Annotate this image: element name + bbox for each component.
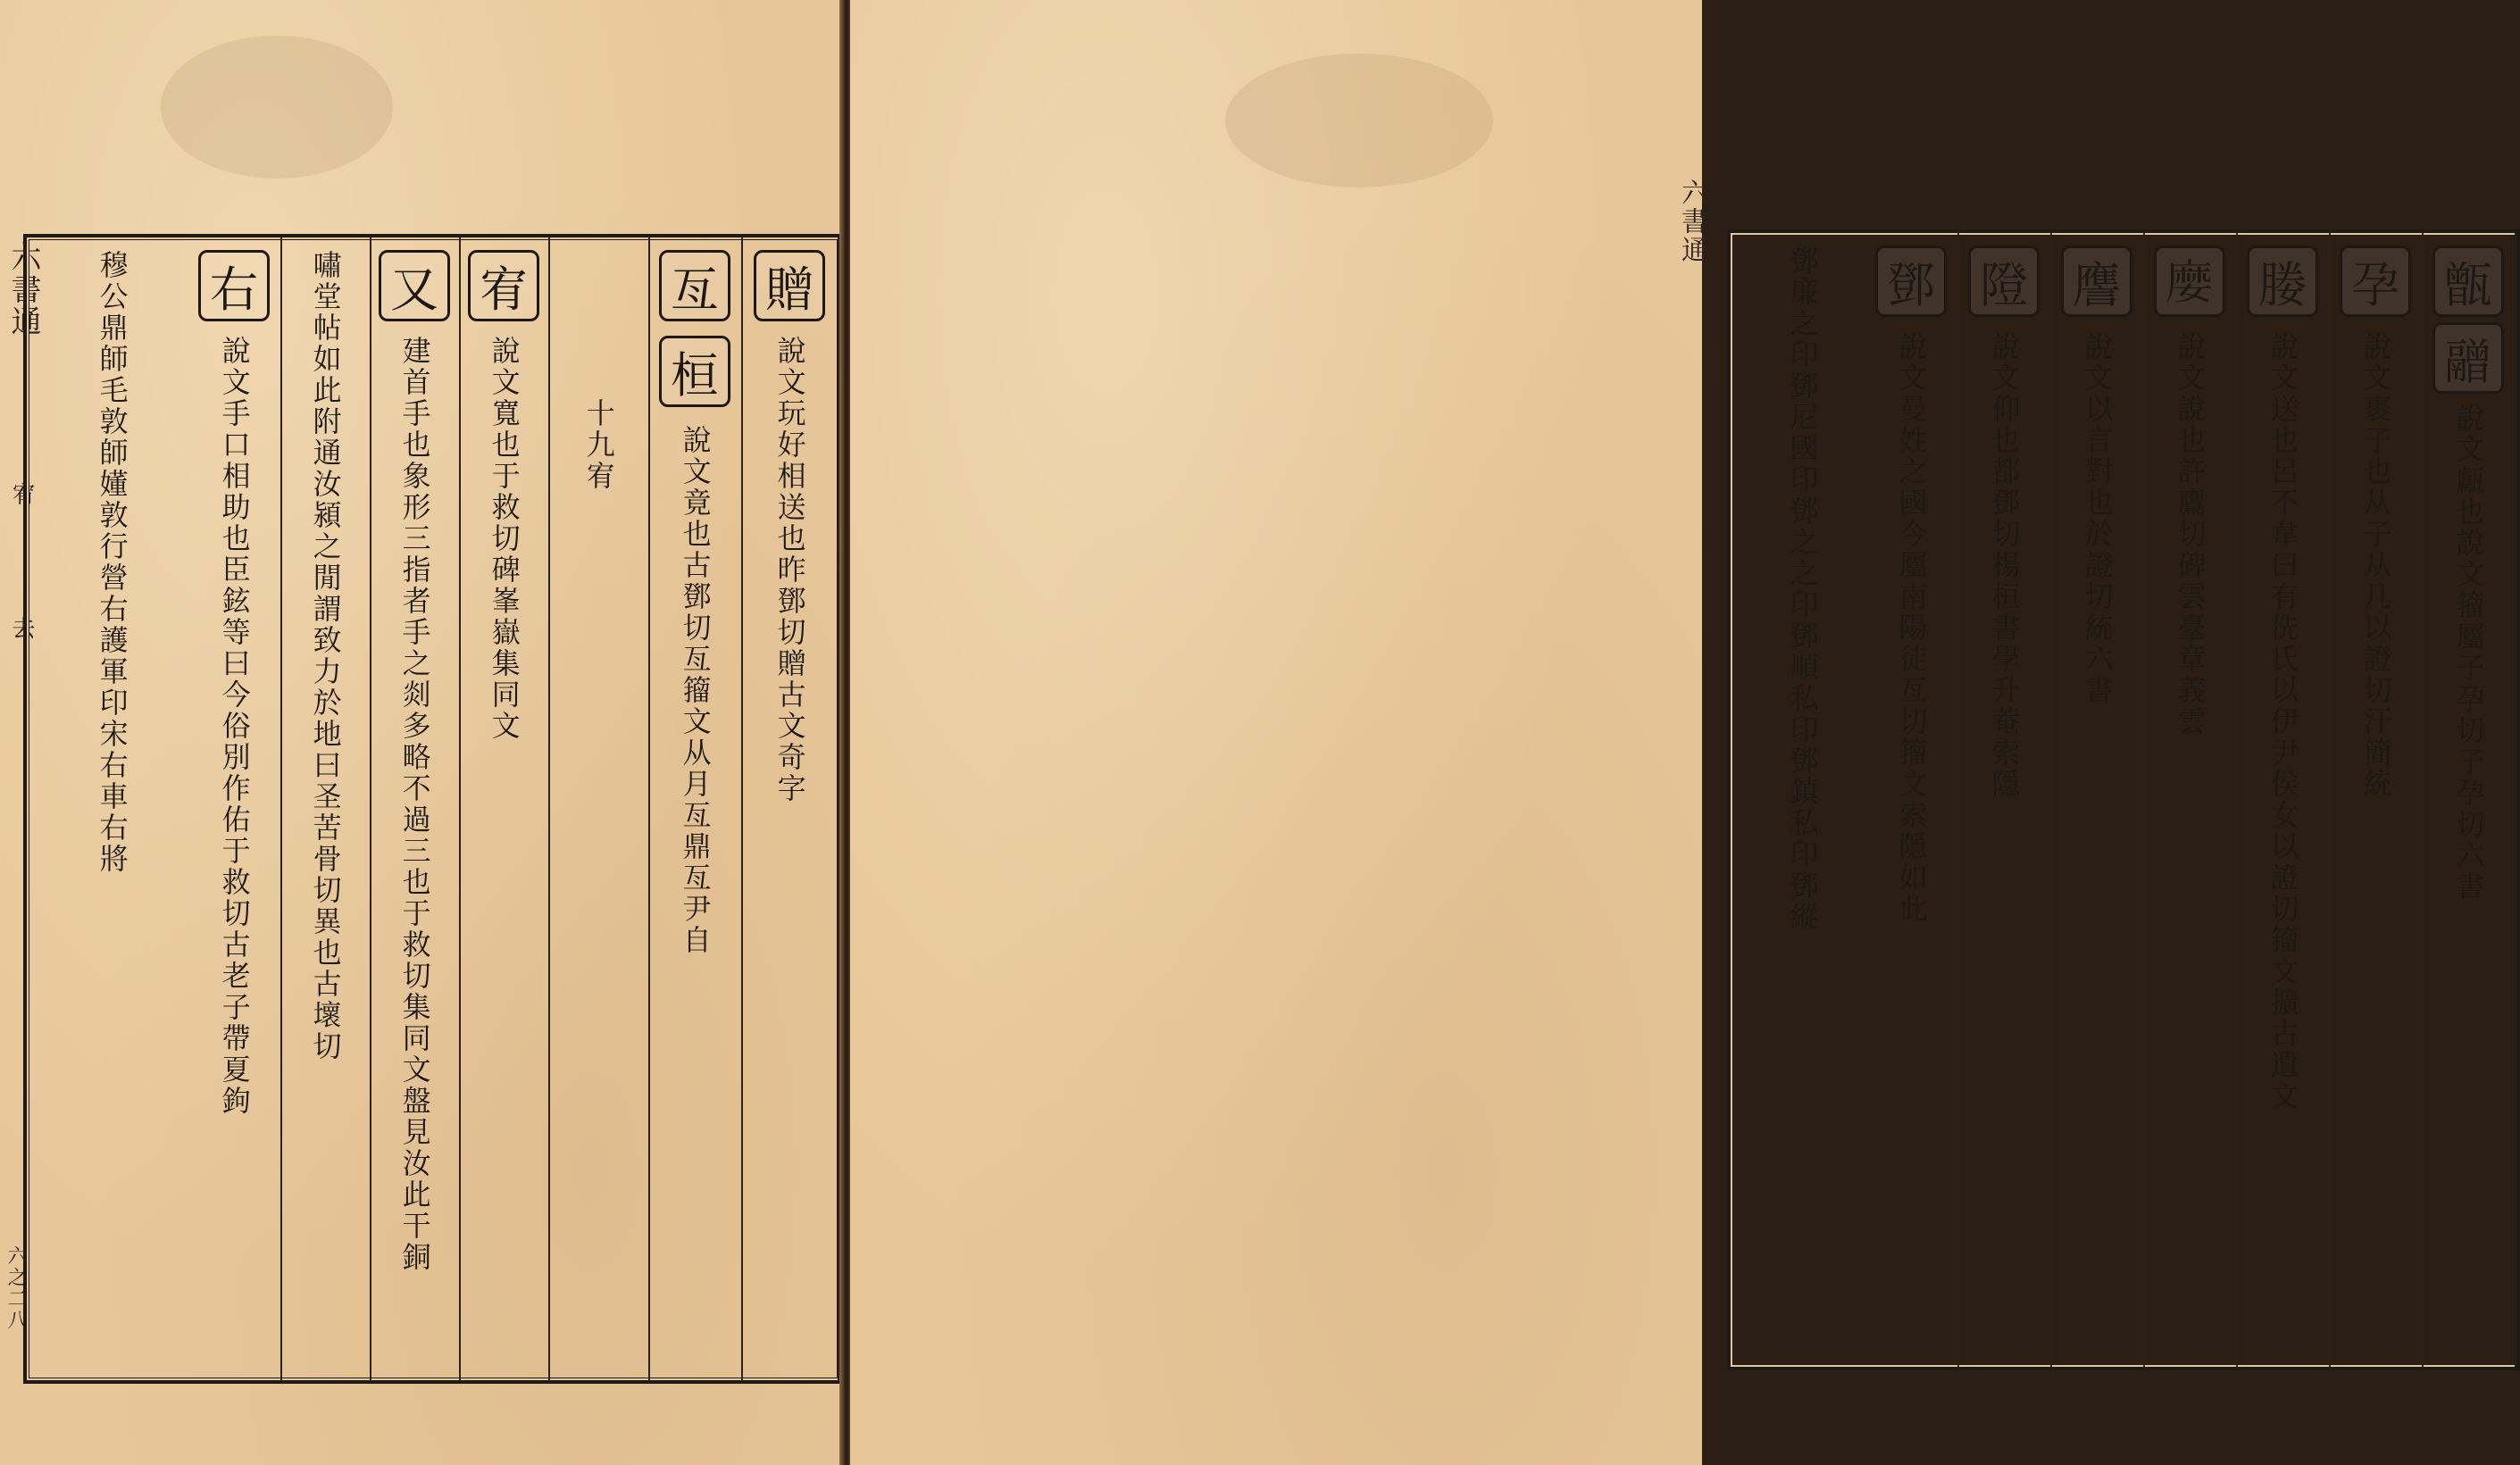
- column-text: 穆公鼎師毛敦師嬞敦行營右護軍印宋右車右將: [95, 250, 129, 875]
- column-text: 說文以言對也於證切統六書: [2080, 331, 2115, 706]
- column-rhyme-title: [548, 237, 650, 1380]
- column-deng-steps: [1957, 233, 2052, 1367]
- headword-box: 亙: [659, 250, 730, 321]
- column-geng: [648, 237, 743, 1380]
- column-text: 說文裹子也从子从几以證切汗簡統: [2358, 331, 2393, 800]
- left-text-frame: [23, 234, 843, 1384]
- right-text-frame: [1727, 229, 2520, 1370]
- column-text: 說文竟也古鄧切亙籀文从月亙鼎亙尹自: [678, 425, 713, 956]
- column-you: [459, 237, 550, 1380]
- column-text: 建首手也象形三指者手之剡多略不過三也于救切集同文盤見汝此干銅: [397, 336, 432, 1273]
- headword-box: 隥: [1968, 246, 2040, 317]
- column-text: 說文曼姓之國今屬南陽徒亙切籀文索隱如此: [1894, 331, 1929, 925]
- paper-stain: [1225, 54, 1493, 187]
- headword-box: 甑: [2432, 246, 2504, 317]
- headword-box-variant: 䰝: [2432, 322, 2504, 394]
- column-deng: [1865, 233, 1959, 1367]
- left-page: [0, 0, 843, 1465]
- column-seal-names: [1738, 233, 1866, 1367]
- paper-stain: [161, 36, 393, 179]
- headword-box: 鄧: [1875, 246, 1947, 317]
- left-margin-title: 六書通: [5, 241, 41, 337]
- left-margin-tone: 去: [8, 616, 35, 641]
- headword-box: 右: [198, 250, 270, 321]
- headword-box: 媵: [2247, 246, 2318, 317]
- headword-box: 譍: [2061, 246, 2132, 317]
- column-text: 說文寬也于救切碑峯嶽集同文: [487, 336, 522, 742]
- column-text: 嘯堂帖如此附通汝潁之閒謂致力於地曰圣苦骨切異也古壞切: [308, 250, 343, 1062]
- right-page: [850, 0, 2492, 1465]
- headword-box-variant: 桓: [659, 336, 730, 407]
- headword-box: 𡡉: [2154, 246, 2225, 317]
- column-ying-speech: [2050, 233, 2145, 1367]
- column-zeng: [741, 237, 839, 1380]
- right-margin-title: 六書通: [1676, 179, 1707, 264]
- column-text: 說文送也呂不韋曰有侁氏以伊尹侯女以證切籀文擴古遺文: [2265, 331, 2300, 1112]
- headword-box: 又: [379, 250, 450, 321]
- column-zeng-pot: [2422, 233, 2516, 1367]
- headword-box: 贈: [754, 250, 825, 321]
- column-ying: [2236, 233, 2331, 1367]
- headword-box: 宥: [468, 250, 539, 321]
- column-you-right: [188, 237, 282, 1380]
- column-xing: [2143, 233, 2238, 1367]
- column-text: 說文玩好相送也昨鄧切贈古文奇字: [772, 336, 807, 804]
- left-margin-rhyme: 宥: [8, 482, 35, 507]
- rhyme-section-title: 十九宥: [581, 398, 616, 492]
- column-text: 說文仰也都鄧切楊桓書學升菴索隱: [1987, 331, 2022, 800]
- column-yun: [2329, 233, 2424, 1367]
- headword-box: 孕: [2340, 246, 2411, 317]
- left-margin-page-number: 六之二八: [4, 1245, 27, 1331]
- column-tie: [280, 237, 371, 1380]
- column-you-hand: [370, 237, 461, 1380]
- column-text: 鄧廉之印鄧尼國印鄧之之印鄧順私印鄧鎮私印鄧縱: [1785, 246, 1820, 933]
- column-text: 說文說也許鷹切碑雲臺章義雲: [2173, 331, 2207, 737]
- column-inscriptions: [34, 237, 189, 1380]
- column-text: 說文手口相助也臣鉉等曰今俗別作佑于救切古老子帶夏鉤: [217, 336, 252, 1117]
- column-text: 說文甗也說文籀屬子孕切子孕切六書: [2451, 403, 2486, 903]
